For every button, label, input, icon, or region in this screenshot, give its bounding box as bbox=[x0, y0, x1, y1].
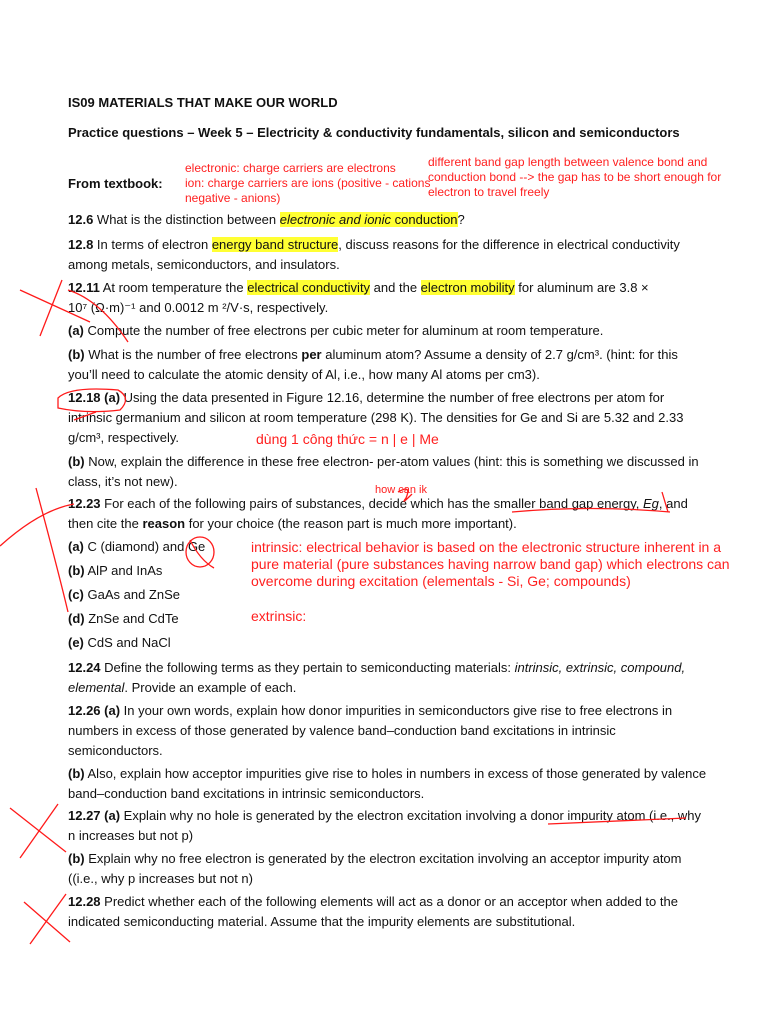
question-text: Now, explain the difference in these free electron- per-atom values (hint: this is something we discussed in class, it’s not new). bbox=[68, 454, 699, 489]
part-label: 12.27 (a) bbox=[68, 808, 121, 823]
list-item bbox=[68, 633, 708, 653]
slash-mark bbox=[0, 504, 74, 546]
course-title: IS09 MATERIALS THAT MAKE OUR WORLD bbox=[68, 95, 338, 110]
bold-text: per bbox=[301, 347, 322, 362]
part-label: (d) bbox=[68, 611, 85, 626]
question-12-11a bbox=[68, 321, 708, 341]
question-text: Using the data presented in Figure 12.16, determine the number of free electrons per atom for intrinsic germanium and silicon at room temperature (298 K). The densities for Ge and Si are 5.32 and 2.33 g/cm³, respectively. bbox=[68, 390, 684, 445]
question-text: Explain why no hole is generated by the electron excitation involving a donor impurity atom (i.e., why n increases but not p) bbox=[68, 808, 702, 843]
annotation-electronic-2: ion: charge carriers are ions (positive - cations bbox=[185, 176, 431, 190]
cross-mark bbox=[20, 804, 58, 858]
cross-mark bbox=[24, 902, 70, 942]
highlighted-text: electrical conductivity bbox=[247, 280, 371, 295]
question-text: In your own words, explain how donor impurities in semiconductors give rise to free electrons in numbers in excess of those generated by valence band–conduction band excitations in intrinsic semiconductors. bbox=[68, 703, 673, 758]
bold-text: reason bbox=[142, 516, 186, 531]
part-label: (e) bbox=[68, 635, 84, 650]
list-item bbox=[68, 609, 708, 629]
annotation-intrinsic-3: overcome during excitation (elementals - Si, Ge; compounds) bbox=[251, 573, 631, 589]
question-text: What is the distinction between bbox=[93, 212, 280, 227]
part-label: (c) bbox=[68, 587, 84, 602]
annotation-bandgap-2: conduction bond --> the gap has to be short enough for bbox=[428, 170, 722, 184]
question-12-27a bbox=[68, 806, 708, 846]
question-12-6 bbox=[68, 210, 708, 230]
part-label: (b) bbox=[68, 766, 85, 781]
question-text: For each of the following pairs of substances, decide which has the smaller band gap energy, bbox=[100, 496, 644, 511]
item-text: ZnSe and CdTe bbox=[84, 611, 179, 626]
question-12-28 bbox=[68, 892, 708, 932]
highlighted-text: conduction bbox=[391, 212, 458, 227]
annotation-electronic-3: negative - anions) bbox=[185, 191, 281, 205]
annotation-formula: dùng 1 công thức = n | e | Me bbox=[256, 431, 439, 447]
item-text: AlP and InAs bbox=[84, 563, 163, 578]
question-number: 12.6 bbox=[68, 212, 94, 227]
annotation-how-can: how can ik bbox=[375, 484, 427, 496]
highlighted-text: electron mobility bbox=[420, 280, 515, 295]
annotation-electronic-1: electronic: charge carriers are electrons bbox=[185, 161, 396, 175]
annotation-extrinsic: extrinsic: bbox=[251, 608, 307, 624]
page-subtitle: Practice questions – Week 5 – Electricity & conductivity fundamentals, silicon and semiconductors bbox=[68, 125, 680, 140]
question-12-26b bbox=[68, 764, 708, 804]
question-text: aluminum atom? Assume a density of 2.7 g/cm³. (hint: for this you’ll need to calculate the atomic density of Al, i.e., how many Al atoms per cm3). bbox=[68, 347, 678, 382]
slash-mark bbox=[36, 488, 68, 612]
question-12-24 bbox=[68, 658, 708, 698]
question-text: Compute the number of free electrons per cubic meter for aluminum at room temperature. bbox=[83, 323, 604, 338]
part-label: (b) bbox=[68, 347, 85, 362]
question-text: and the bbox=[370, 280, 421, 295]
question-number: 12.23 bbox=[68, 496, 101, 511]
cross-mark bbox=[30, 894, 66, 944]
question-text: , and then cite the bbox=[68, 496, 688, 531]
question-text: for your choice (the reason part is much more important). bbox=[185, 516, 517, 531]
question-number: 12.11 bbox=[68, 280, 100, 295]
part-label: (b) bbox=[68, 563, 85, 578]
question-text: ? bbox=[457, 212, 465, 227]
part-label: (b) bbox=[68, 454, 85, 469]
question-number: 12.8 bbox=[68, 237, 94, 252]
question-12-11 bbox=[68, 278, 708, 318]
question-text: What is the number of free electrons bbox=[84, 347, 302, 362]
italic-text: Eg bbox=[643, 496, 659, 511]
question-12-23 bbox=[68, 494, 708, 534]
question-12-11b bbox=[68, 345, 708, 385]
item-text: GaAs and ZnSe bbox=[83, 587, 181, 602]
question-12-27b bbox=[68, 849, 708, 889]
question-12-8 bbox=[68, 235, 708, 275]
annotation-intrinsic-1: intrinsic: electrical behavior is based on the electronic structure inherent in a bbox=[251, 539, 722, 555]
cross-mark bbox=[40, 280, 62, 336]
part-label: 12.18 (a) bbox=[68, 390, 121, 405]
annotation-bandgap-1: different band gap length between valence bond and bbox=[428, 155, 708, 169]
cross-mark bbox=[10, 808, 66, 852]
question-text: , discuss reasons for the difference in electrical conductivity among metals, semiconductors, and insulators. bbox=[68, 237, 680, 272]
question-text: Also, explain how acceptor impurities give rise to holes in numbers in excess of those generated by valence band–conduction band excitations in intrinsic semiconductors. bbox=[68, 766, 707, 801]
part-label: 12.26 (a) bbox=[68, 703, 121, 718]
highlighted-text: electronic and ionic bbox=[279, 212, 392, 227]
question-text: Define the following terms as they pertain to semiconducting materials: bbox=[100, 660, 515, 675]
part-label: (a) bbox=[68, 323, 84, 338]
question-text: 10⁷ (Ω·m)⁻¹ and 0.0012 m ²/V·s, respectively. bbox=[68, 300, 329, 315]
question-text: . Provide an example of each. bbox=[124, 680, 297, 695]
question-text: At room temperature the bbox=[99, 280, 248, 295]
question-text: for aluminum are 3.8 × bbox=[514, 280, 649, 295]
highlighted-text: energy band structure bbox=[211, 237, 339, 252]
question-number: 12.28 bbox=[68, 894, 101, 909]
part-label: (b) bbox=[68, 851, 85, 866]
item-text: C (diamond) and Ge bbox=[83, 539, 206, 554]
from-textbook-label: From textbook: bbox=[68, 176, 163, 191]
annotation-bandgap-3: electron to travel freely bbox=[428, 185, 550, 199]
item-text: CdS and NaCl bbox=[83, 635, 171, 650]
question-text: Predict whether each of the following elements will act as a donor or an acceptor when added to the indicated semiconducting material. Assume that the impurity elements are substitutional. bbox=[68, 894, 678, 929]
question-text: Explain why no free electron is generated by the electron excitation involving an acceptor impurity atom ((i.e., why p increases but not n) bbox=[68, 851, 682, 886]
question-number: 12.24 bbox=[68, 660, 101, 675]
italic-text: intrinsic, extrinsic, compound, elemental bbox=[68, 660, 686, 695]
question-12-26a bbox=[68, 701, 708, 761]
question-text: In terms of electron bbox=[93, 237, 212, 252]
annotation-intrinsic-2: pure material (pure substances having narrow band gap) which electrons can bbox=[251, 556, 730, 572]
part-label: (a) bbox=[68, 539, 84, 554]
